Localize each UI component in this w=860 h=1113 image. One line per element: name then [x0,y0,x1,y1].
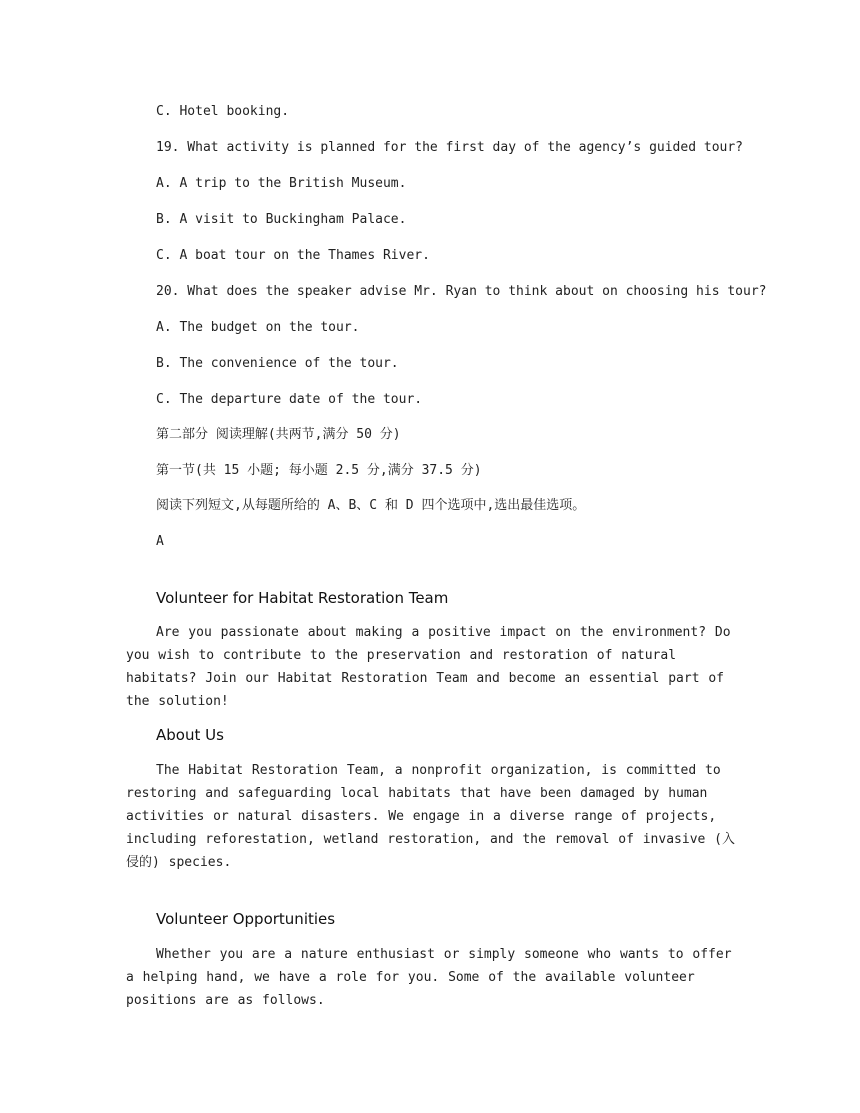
q20-option-b: B. The convenience of the tour. [156,356,399,371]
passage-label: A [156,534,164,549]
about-heading: About Us [156,726,224,744]
q19-question: 19. What activity is planned for the first day of the agency’s guided tour? [156,140,743,155]
reading-instructions: 阅读下列短文,从每题所给的 A、B、C 和 D 四个选项中,选出最佳选项。 [156,498,586,513]
opportunities-heading: Volunteer Opportunities [156,910,336,928]
q18-option-c: C. Hotel booking. [156,104,290,119]
reading-section-title: 第一节(共 15 小题; 每小题 2.5 分,满分 37.5 分) [156,463,482,478]
q19-option-c: C. A boat tour on the Thames River. [156,248,430,263]
q20-option-a: A. The budget on the tour. [156,320,360,335]
reading-part-title: 第二部分 阅读理解(共两节,满分 50 分) [156,427,401,442]
q19-option-b: B. A visit to Buckingham Palace. [156,212,407,227]
q20-option-c: C. The departure date of the tour. [156,392,423,407]
opportunities-text: Whether you are a nature enthusiast or simply someone who wants to offer a helping hand, we have a role for you. Some of the available volunteer positions are as follows. [126,947,732,1008]
q19-option-a: A. A trip to the British Museum. [156,176,407,191]
q20-question: 20. What does the speaker advise Mr. Ryan to think about on choosing his tour? [156,284,767,299]
passage-intro: Are you passionate about making a positive impact on the environment? Do you wish to contribute to the preservation and restoration of natural habitats? Join our Habitat Restoration Team and become an essential part of the solution! [126,625,731,709]
passage-title: Volunteer for Habitat Restoration Team [156,589,449,607]
about-text: The Habitat Restoration Team, a nonprofit organization, is committed to restoring and safeguarding local habitats that have been damaged by human activities or natural disasters. We engage in a diverse range of projects, including reforestation, wetland restoration, and the removal of invasive (入侵的) species. [126,763,735,870]
